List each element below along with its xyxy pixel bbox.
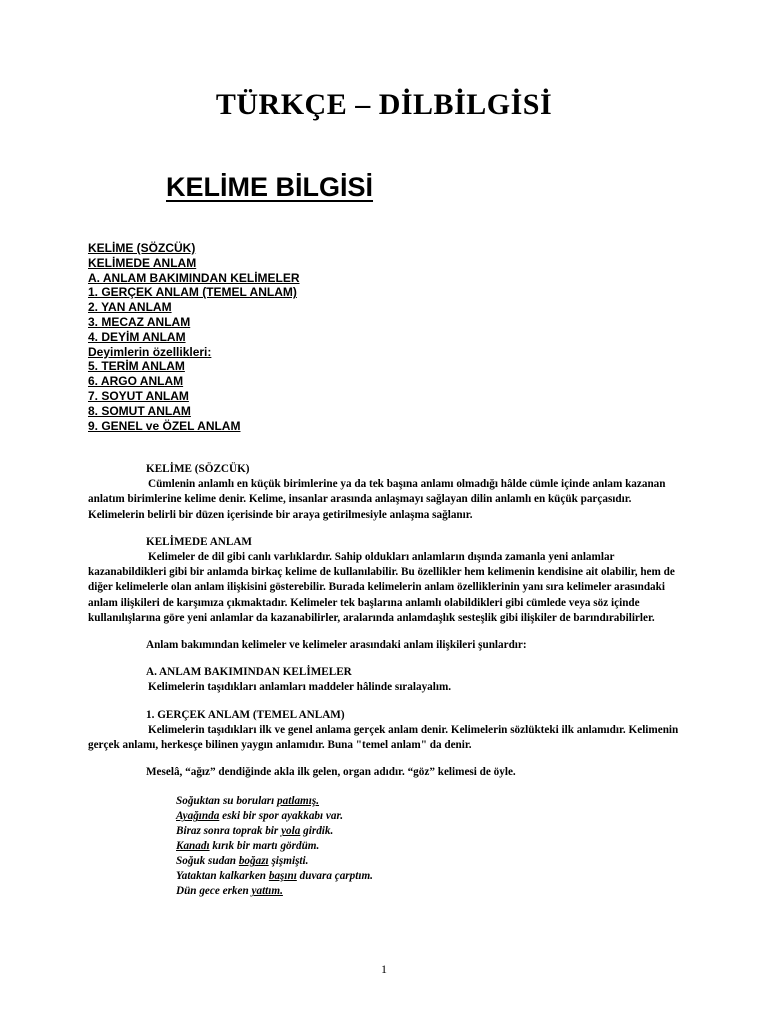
section-text-gercek-anlam: Kelimelerin taşıdıkları ilk ve genel anlama gerçek anlam denir. Kelimelerin sözlükteki ilk anlamıdır. Kelimenin gerçek anlamı, herkesçe bilinen yaygın anlamıdır. Buna "temel anlam" da denir. xyxy=(88,723,679,752)
toc-link[interactable]: 4. DEYİM ANLAM xyxy=(88,329,186,344)
toc-link[interactable]: 6. ARGO ANLAM xyxy=(88,374,184,389)
toc-link[interactable]: 9. GENEL ve ÖZEL ANLAM xyxy=(88,418,241,433)
example-sentence xyxy=(176,884,682,899)
spacer xyxy=(88,653,682,665)
toc-link[interactable]: 1. GERÇEK ANLAM (TEMEL ANLAM) xyxy=(88,285,297,300)
toc-link[interactable]: KELİMEDE ANLAM xyxy=(88,255,197,270)
spacer xyxy=(88,753,682,765)
example-highlight: Kanadı xyxy=(176,840,210,853)
toc-link[interactable]: A. ANLAM BAKIMINDAN KELİMELER xyxy=(88,270,300,285)
table-of-contents xyxy=(88,241,300,433)
document-subtitle: KELİME BİLGİSİ xyxy=(166,172,374,202)
section-text-kelime: Cümlenin anlamlı en küçük birimlerine ya da tek başına anlamı olmadığı hâlde cümle içinde anlam kazanan anlatım birimlerine kelime denir. Kelime, insanlar arasında anlaşmayı sağlayan dilin anlamlı en küçük parçasıdır. Kelimelerin belirli bir düzen içerisinde bir araya getirilmesiyle anlaşma sağlanır. xyxy=(88,478,666,521)
example-highlight: yola xyxy=(281,825,301,838)
example-text: Biraz sonra toprak bir xyxy=(176,825,282,838)
section-text-kelimede-anlam: Kelimeler de dil gibi canlı varlıklardır. Sahip oldukları anlamların dışında zamanla yeni anlamlar kazanabildikleri gibi bir anlamda birkaç kelime de kullanılabilir. Bu özellikler hem kelimenin kendisine ait olabilir, hem de diğer kelimelerle olan anlam ilişkisini gösterebilir. Burada kelimelerin anlam özelliklerinin yanı sıra kelimeler arasındaki anlam ilişkileri de karşımıza çıkmaktadır. Kelimeler tek başlarına anlamlı olabildikleri gibi cümlede veya söz içinde kullanılışlarına göre yeni anlamlar da kazanabilirler, aralarında anlamdaşlık sesteşlik gibi ilişkiler de barındırabilirler. xyxy=(88,551,675,624)
example-highlight: başını xyxy=(268,870,297,883)
example-sentences xyxy=(88,794,682,899)
example-sentence xyxy=(176,809,682,824)
example-text: Dün gece erken xyxy=(176,885,252,898)
example-sentence xyxy=(176,839,682,854)
toc-link[interactable]: 3. MECAZ ANLAM xyxy=(88,314,191,329)
example-text: girdik. xyxy=(300,825,334,838)
section-text-a: Kelimelerin taşıdıkları anlamları maddeler hâlinde sıralayalım. xyxy=(148,681,452,694)
example-highlight: patlamış. xyxy=(277,795,320,808)
spacer xyxy=(88,626,682,638)
spacer xyxy=(88,696,682,708)
intro-line: Anlam bakımından kelimeler ve kelimeler arasındaki anlam ilişkileri şunlardır: xyxy=(146,639,527,652)
document-title: TÜRKÇE – DİLBİLGİSİ xyxy=(215,88,553,121)
example-sentence xyxy=(176,869,682,884)
example-text: eski bir spor ayakkabı var. xyxy=(219,810,343,823)
toc-link[interactable]: 8. SOMUT ANLAM xyxy=(88,403,191,418)
toc-link[interactable]: KELİME (SÖZCÜK) xyxy=(88,241,196,255)
document-body xyxy=(88,462,682,899)
section-heading-kelimede-anlam: KELİMEDE ANLAM xyxy=(146,535,252,548)
section-heading-a: A. ANLAM BAKIMINDAN KELİMELER xyxy=(146,666,352,679)
example-text: kırık bir martı gördüm. xyxy=(209,840,320,853)
section-heading-gercek-anlam: 1. GERÇEK ANLAM (TEMEL ANLAM) xyxy=(146,708,345,721)
example-intro-line: Meselâ, “ağız” dendiğinde akla ilk gelen, organ adıdır. “göz” kelimesi de öyle. xyxy=(146,766,516,779)
toc-link[interactable]: 5. TERİM ANLAM xyxy=(88,359,185,374)
example-text: Soğuktan su boruları xyxy=(176,795,278,808)
example-highlight: Ayağında xyxy=(176,810,220,823)
example-text: şişmişti. xyxy=(268,855,309,868)
example-highlight: yattım. xyxy=(251,885,283,898)
example-highlight: boğazı xyxy=(238,855,269,868)
toc-link[interactable]: 7. SOYUT ANLAM xyxy=(88,388,189,403)
spacer xyxy=(88,780,682,794)
toc-link[interactable]: 2. YAN ANLAM xyxy=(88,300,172,315)
example-text: Soğuk sudan xyxy=(176,855,239,868)
section-heading-kelime: KELİME (SÖZCÜK) xyxy=(146,463,250,475)
example-sentence xyxy=(176,794,682,809)
example-sentence xyxy=(176,824,682,839)
example-text: duvara çarptım. xyxy=(296,870,373,883)
toc-link[interactable]: Deyimlerin özellikleri: xyxy=(88,344,212,359)
example-text: Yataktan kalkarken xyxy=(176,870,269,883)
example-sentence xyxy=(176,854,682,869)
page-number: 1 xyxy=(381,962,387,976)
spacer xyxy=(88,523,682,535)
